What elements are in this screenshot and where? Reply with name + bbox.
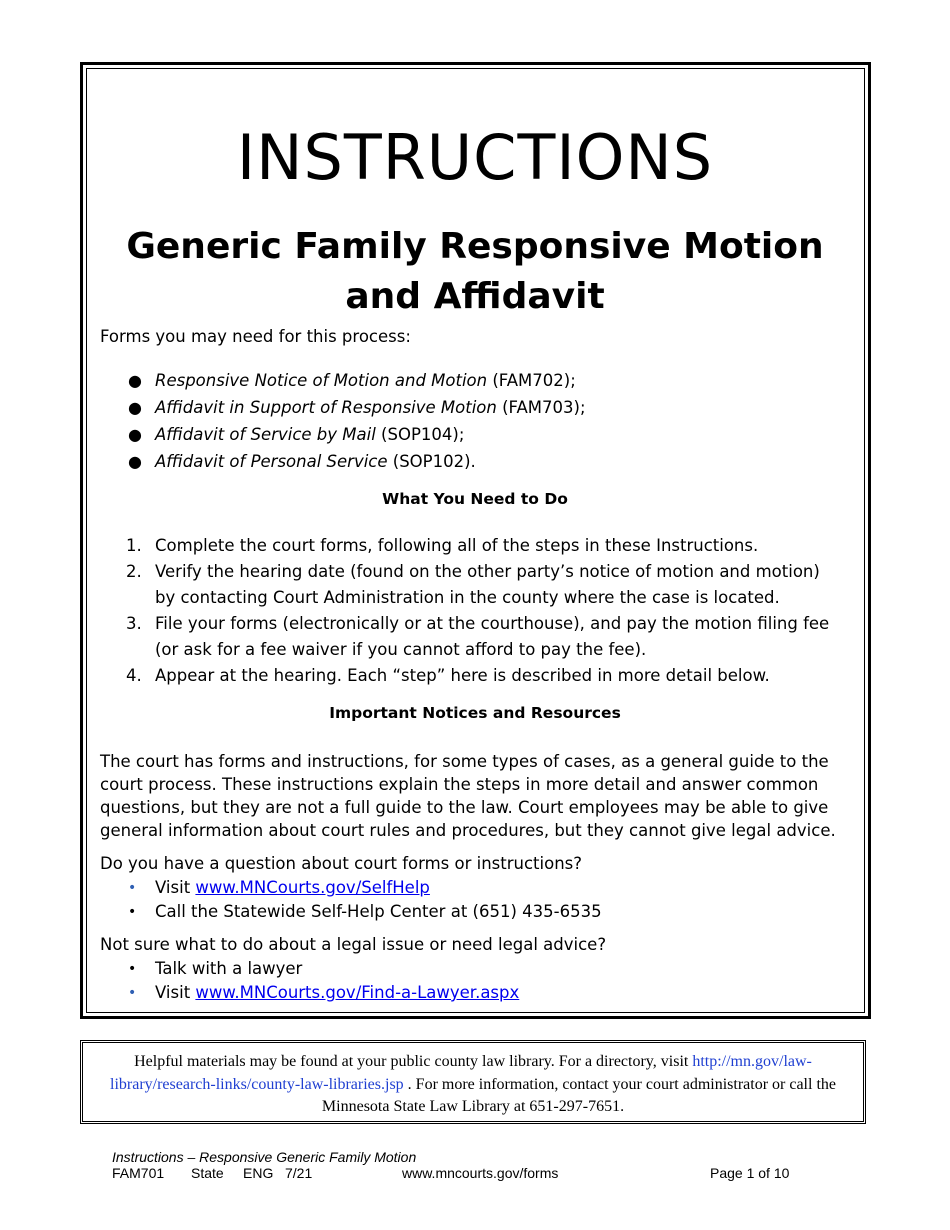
form-code: (SOP102).	[387, 452, 476, 471]
form-item	[100, 448, 860, 475]
step-number: 4.	[126, 666, 142, 685]
step-number: 2.	[126, 562, 142, 581]
forms-help-list	[100, 876, 800, 924]
footer-url: www.mncourts.gov/forms	[402, 1165, 559, 1181]
bullet-icon: ●	[128, 452, 142, 471]
law-library-text	[97, 1051, 849, 1119]
form-code: (FAM702);	[487, 371, 576, 390]
footer-form-code: FAM701	[112, 1165, 165, 1181]
forms-intro: Forms you may need for this process:	[100, 327, 411, 346]
steps-heading: What You Need to Do	[382, 490, 568, 508]
step-text: Appear at the hearing. Each “step” here is described in more detail below.	[155, 666, 770, 685]
form-code: (FAM703);	[496, 398, 586, 417]
step-item	[100, 663, 840, 689]
legal-help-list	[100, 957, 800, 1005]
law-library-link[interactable]: http://mn.gov/law-library/research-links/county-law-libraries.jsp	[110, 1053, 812, 1093]
form-name: Affidavit of Personal Service	[155, 452, 388, 471]
resource-label: Visit	[155, 878, 196, 897]
form-name: Responsive Notice of Motion and Motion	[155, 371, 488, 390]
step-item	[100, 533, 840, 559]
step-text: Complete the court forms, following all of the steps in these Instructions.	[155, 536, 759, 555]
selfhelp-link[interactable]: www.MNCourts.gov/SelfHelp	[195, 878, 430, 897]
footer-date: 7/21	[285, 1165, 313, 1181]
step-text: File your forms (electronically or at the courthouse), and pay the motion filing fee (or ask for a fee waiver if you cannot afford to pay the fee).	[155, 614, 830, 659]
form-name: Affidavit in Support of Responsive Motion	[155, 398, 497, 417]
form-name: Affidavit of Service by Mail	[155, 425, 376, 444]
forms-list	[100, 367, 860, 475]
resource-item	[100, 900, 800, 924]
form-item	[100, 394, 860, 421]
resource-text: Talk with a lawyer	[155, 959, 303, 978]
step-item	[100, 559, 840, 611]
notice-paragraph: The court has forms and instructions, for some types of cases, as a general guide to the court process. These instructions explain the steps in more detail and answer common questions, but they are not a full guide to the law. Court employees may be able to give general information about court rules and procedures, but they cannot give legal advice.	[100, 752, 836, 840]
footer-title: Instructions – Responsive Generic Family Motion	[112, 1149, 417, 1165]
footer-language: ENG	[243, 1165, 274, 1181]
resource-label: Visit	[155, 983, 196, 1002]
steps-list	[100, 533, 840, 689]
step-number: 1.	[126, 536, 142, 555]
bullet-icon: ●	[128, 371, 142, 390]
library-text-after: . For more information, contact your court administrator or call the Minnesota State Law Library at 651-297-7651.	[321, 1075, 836, 1115]
form-item	[100, 367, 860, 394]
law-library-box	[80, 1040, 866, 1124]
find-lawyer-link[interactable]: www.MNCourts.gov/Find-a-Lawyer.aspx	[195, 983, 520, 1002]
bullet-icon: •	[128, 880, 137, 896]
page-title: INSTRUCTIONS	[236, 121, 714, 194]
page-number: Page 1 of 10	[710, 1165, 790, 1181]
bullet-icon: ●	[128, 398, 142, 417]
question-legal: Not sure what to do about a legal issue or need legal advice?	[100, 935, 607, 954]
page-subtitle: Generic Family Responsive Motion and Affidavit	[126, 226, 824, 317]
resource-text: Call the Statewide Self-Help Center at (651) 435-6535	[155, 902, 602, 921]
form-code: (SOP104);	[375, 425, 465, 444]
step-item	[100, 611, 840, 663]
form-item	[100, 421, 860, 448]
resource-item	[100, 876, 800, 900]
question-forms: Do you have a question about court forms or instructions?	[100, 854, 583, 873]
resource-item	[100, 981, 800, 1005]
bullet-icon: ●	[128, 425, 142, 444]
bullet-icon: •	[128, 985, 137, 1001]
step-text: Verify the hearing date (found on the other party’s notice of motion and motion) by contacting Court Administration in the county where the case is located.	[155, 562, 820, 607]
library-text-before: Helpful materials may be found at your public county law library. For a directory, visit	[134, 1053, 693, 1070]
bullet-icon: •	[128, 961, 137, 977]
step-number: 3.	[126, 614, 142, 633]
footer-state: State	[191, 1165, 224, 1181]
resource-item	[100, 957, 800, 981]
bullet-icon: •	[128, 904, 137, 920]
notices-heading: Important Notices and Resources	[329, 704, 621, 722]
